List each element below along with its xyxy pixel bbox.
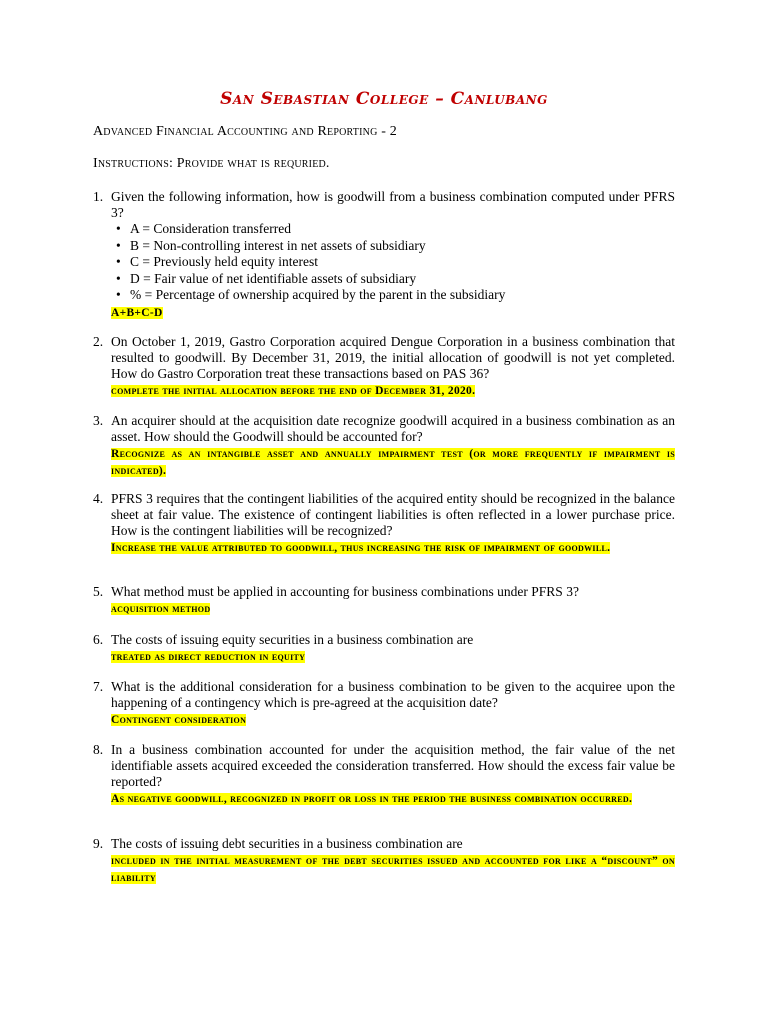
question-number: 9.	[93, 836, 104, 851]
bullet-item: • D = Fair value of net identifiable assets of subsidiary	[130, 271, 675, 288]
question-text: PFRS 3 requires that the contingent liabilities of the acquired entity should be recognized in the balance sheet at fair value. The existence of contingent liabilities is often reflected in a lower purchase price. How is the contingent liabilities will be recognized?	[111, 491, 675, 538]
course-title: Advanced Financial Accounting and Reporting - 2	[93, 124, 397, 139]
question-4	[93, 491, 675, 556]
school-title: San Sebastian College – Canlubang	[220, 89, 548, 109]
answer-highlight: Recognize as an intangible asset and annually impairment test (or more frequently if impairment is indicated).	[111, 448, 675, 477]
answer-highlight: complete the initial allocation before the end of December 31, 2020.	[111, 385, 476, 397]
question-number: 1.	[93, 189, 104, 204]
question-text: What is the additional consideration for a business combination to be given to the acquiree upon the happening of a contingency which is pre-agreed at the acquisition date?	[111, 679, 675, 710]
answer-highlight: As negative goodwill, recognized in profit or loss in the period the business combination occurred.	[111, 793, 633, 805]
question-1	[93, 189, 675, 321]
question-7	[93, 679, 675, 728]
question-text: Given the following information, how is goodwill from a business combination computed under PFRS 3?	[111, 189, 675, 220]
question-2	[93, 334, 675, 399]
question-text: An acquirer should at the acquisition date recognize goodwill acquired in a business combination as an asset. How should the Goodwill should be accounted for?	[111, 413, 675, 444]
answer-highlight: acquisition method	[111, 603, 211, 615]
question-3	[93, 413, 675, 479]
question-number: 5.	[93, 584, 104, 599]
question-5	[93, 584, 675, 617]
question-text: What method must be applied in accounting for business combinations under PFRS 3?	[111, 584, 579, 599]
instructions: Instructions: Provide what is requried.	[93, 156, 330, 171]
question-text: The costs of issuing debt securities in a business combination are	[111, 836, 463, 851]
bullet-item: • % = Percentage of ownership acquired by the parent in the subsidiary	[130, 287, 675, 304]
question-text: The costs of issuing equity securities in a business combination are	[111, 632, 474, 647]
question-9	[93, 836, 675, 886]
question-number: 8.	[93, 742, 104, 757]
answer-highlight: treated as direct reduction in equity	[111, 651, 306, 663]
answer-highlight: Increase the value attributed to goodwill, thus increasing the risk of impairment of goodwill.	[111, 542, 611, 554]
bullet-item: • C = Previously held equity interest	[130, 254, 675, 271]
answer-highlight: included in the initial measurement of the debt securities issued and accounted for like a “discount” on liability	[111, 855, 675, 884]
question-6	[93, 632, 675, 665]
bullet-item: • A = Consideration transferred	[130, 221, 675, 238]
question-text: On October 1, 2019, Gastro Corporation acquired Dengue Corporation in a business combination that resulted to goodwill. By December 31, 2019, the initial allocation of goodwill is not yet completed. How do Gastro Corporation treat these transactions based on PAS 36?	[111, 334, 675, 381]
question-number: 2.	[93, 334, 104, 349]
question-number: 7.	[93, 679, 104, 694]
bullet-list	[111, 221, 675, 304]
bullet-item: • B = Non-controlling interest in net assets of subsidiary	[130, 238, 675, 255]
question-text: In a business combination accounted for under the acquisition method, the fair value of the net identifiable assets acquired exceeded the consideration transferred. How should the excess fair value be reported?	[111, 742, 675, 789]
question-number: 4.	[93, 491, 104, 506]
answer-highlight: Contingent consideration	[111, 714, 247, 726]
answer-highlight: A+B+C-D	[111, 306, 163, 319]
question-number: 6.	[93, 632, 104, 647]
question-number: 3.	[93, 413, 104, 428]
question-8	[93, 742, 675, 807]
